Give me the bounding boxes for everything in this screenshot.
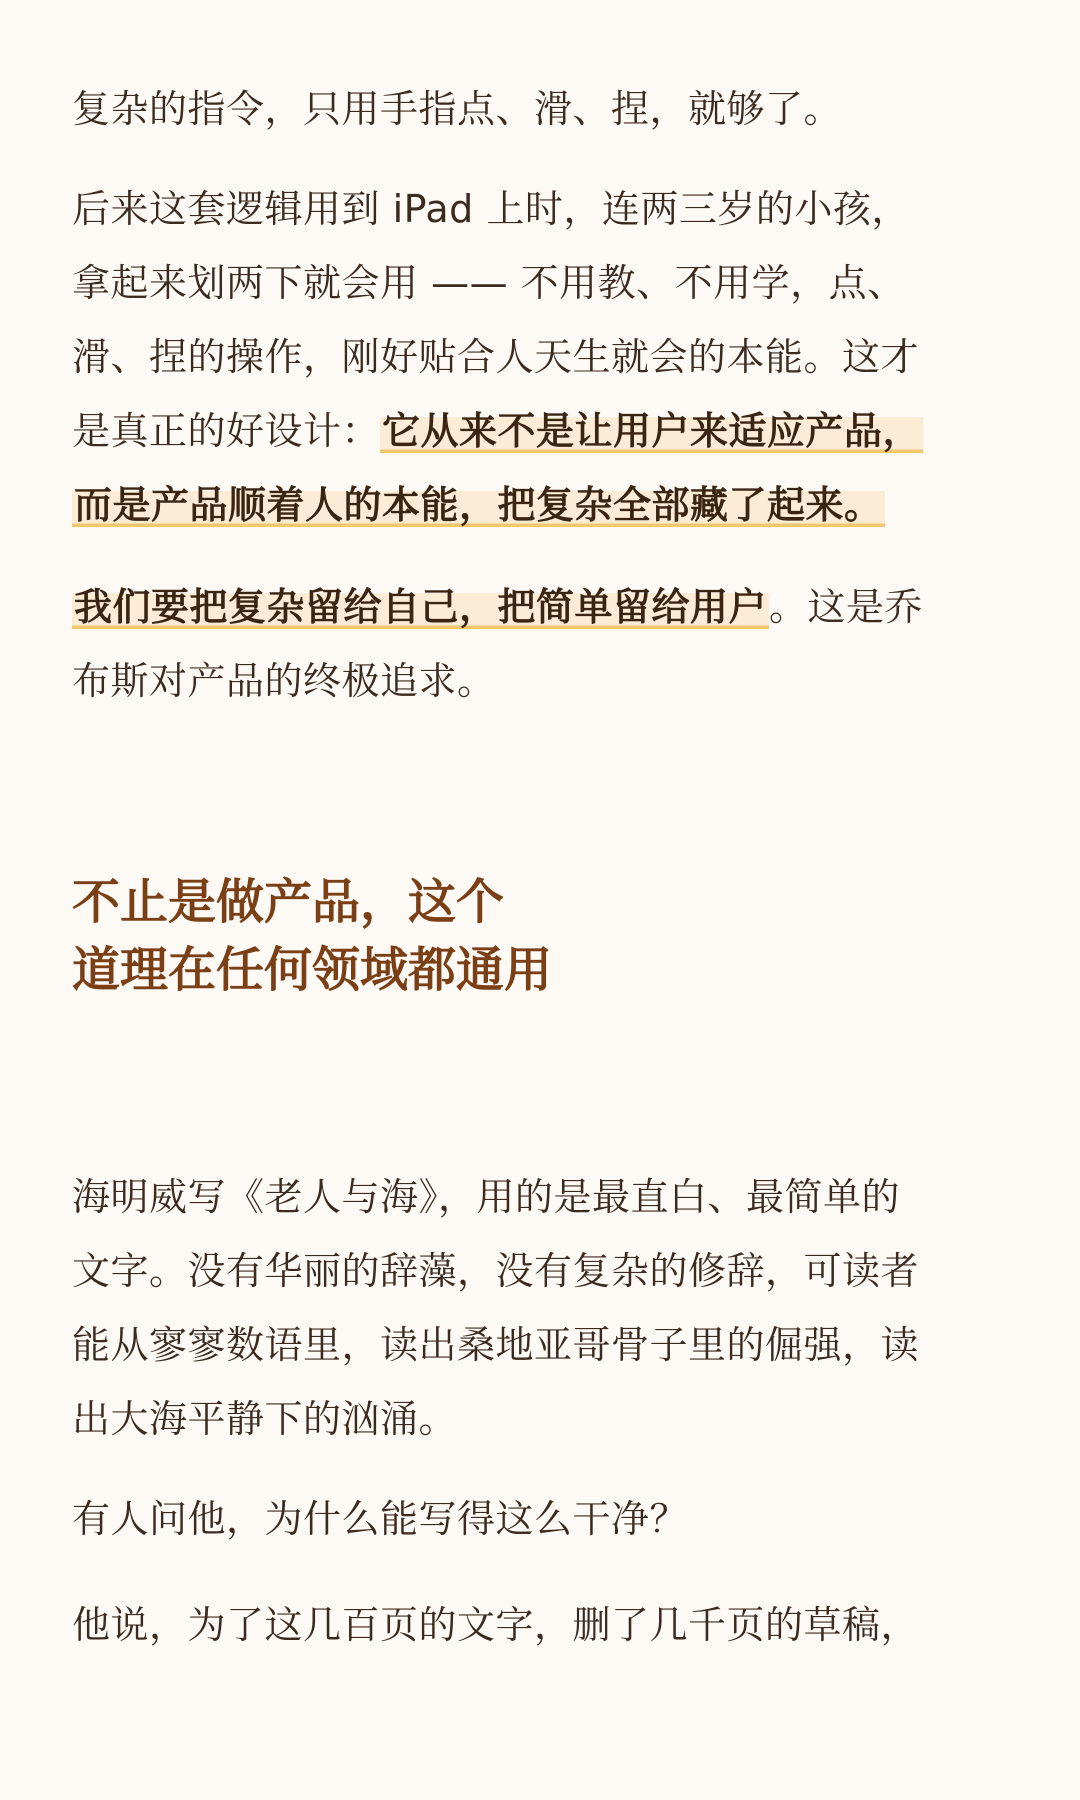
paragraph-ipad	[72, 172, 1002, 542]
paragraph-line: 滑、捏的操作，刚好贴合人天生就会的本能。这才	[72, 335, 920, 379]
paragraph-line: 出大海平静下的汹涌。	[72, 1397, 458, 1441]
paragraph-question	[72, 1482, 1002, 1556]
paragraph-line: 。这是乔	[769, 585, 924, 629]
heading-line: 道理在任何领域都通用	[72, 942, 553, 998]
paragraph-jobs	[72, 570, 1002, 718]
paragraph-text: 他说，为了这几百页的文字，删了几千页的草稿，	[72, 1603, 920, 1647]
paragraph-line: 拿起来划两下就会用 —— 不用教、不用学，点、	[72, 261, 906, 305]
highlighted-text: 我们要把复杂留给自己，把简单留给用户	[74, 585, 768, 629]
paragraph-line: 海明威写《老人与海》，用的是最直白、最简单的	[72, 1175, 901, 1219]
paragraph-answer	[72, 1588, 1002, 1662]
paragraph-line: 文字。没有华丽的辞藻，没有复杂的修辞，可读者	[72, 1249, 920, 1293]
paragraph-line: 是真正的好设计：	[72, 409, 381, 453]
paragraph-intro	[72, 72, 1002, 146]
paragraph-line: 布斯对产品的终极追求。	[72, 659, 496, 703]
highlighted-text: 它从来不是让用户来适应产品，	[382, 409, 922, 453]
paragraph-text: 复杂的指令，只用手指点、滑、捏，就够了。	[72, 87, 843, 131]
paragraph-hemingway	[72, 1160, 1002, 1456]
paragraph-text: 有人问他，为什么能写得这么干净？	[72, 1497, 689, 1541]
heading-line: 不止是做产品，这个	[72, 874, 505, 930]
section-heading	[72, 868, 1002, 1004]
paragraph-line: 能从寥寥数语里，读出桑地亚哥骨子里的倔强，读	[72, 1323, 920, 1367]
paragraph-line: 后来这套逻辑用到 iPad 上时，连两三岁的小孩，	[72, 187, 910, 231]
highlighted-text: 而是产品顺着人的本能，把复杂全部藏了起来。	[74, 483, 883, 527]
